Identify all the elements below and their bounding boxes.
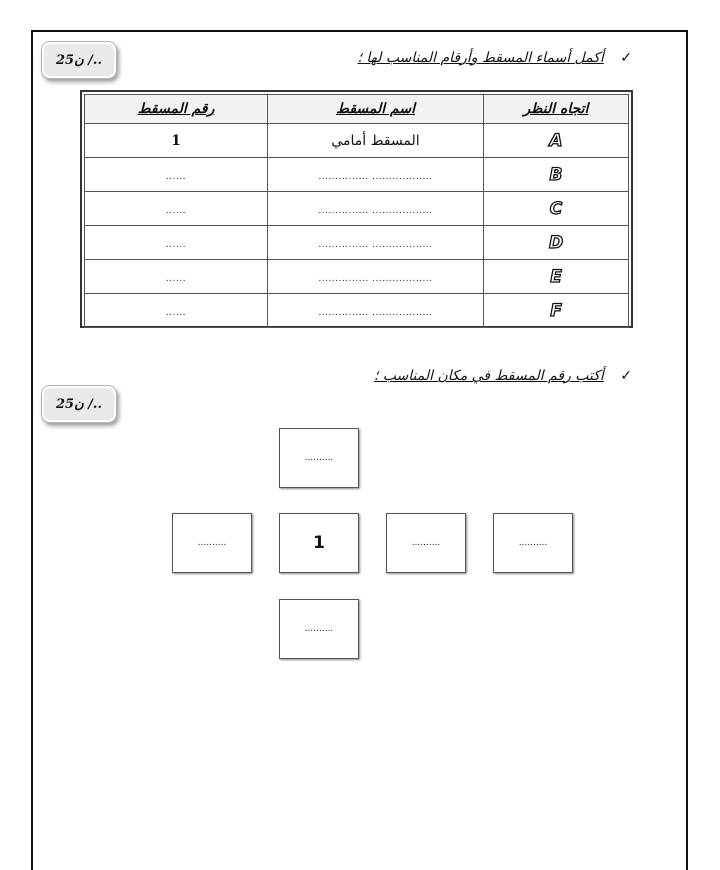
view-letter: F: [550, 300, 562, 321]
table-row: [85, 124, 629, 158]
projection-box-bottom[interactable]: ..........: [279, 599, 359, 659]
projection-number-cell: 1: [171, 132, 181, 149]
view-letter: B: [549, 164, 563, 185]
projection-table: [80, 90, 633, 328]
instruction-2: [374, 368, 632, 384]
table-row: [85, 260, 629, 294]
table-row: [85, 226, 629, 260]
instruction-1-text: أكمل أسماء المسقط وأرقام المناسب لها ؛: [357, 50, 604, 66]
table-header-row: [85, 95, 629, 124]
table-row: [85, 294, 629, 328]
header-view-direction: اتجاه النظر: [484, 95, 629, 124]
projection-name-blank[interactable]: .................. ...............: [318, 205, 433, 216]
view-letter: D: [548, 232, 564, 253]
score-badge-1: 25ن /..: [41, 41, 117, 79]
projection-number-blank[interactable]: ......: [165, 239, 187, 250]
projection-box-top[interactable]: ..........: [279, 428, 359, 488]
projection-name-cell: المسقط أمامي: [331, 132, 420, 149]
instruction-1: [358, 50, 633, 66]
table-row: [85, 158, 629, 192]
projection-name-blank[interactable]: .................. ...............: [318, 171, 433, 182]
projection-name-blank[interactable]: .................. ...............: [318, 307, 433, 318]
projection-number-blank[interactable]: ......: [165, 307, 187, 318]
projection-name-blank[interactable]: .................. ...............: [318, 239, 433, 250]
projection-box-right-1[interactable]: ..........: [386, 513, 466, 573]
header-projection-number: رقم المسقط: [85, 95, 268, 124]
view-letter: A: [549, 130, 563, 151]
projection-box-right-2[interactable]: ..........: [493, 513, 573, 573]
projection-name-blank[interactable]: .................. ...............: [318, 273, 433, 284]
projection-number-blank[interactable]: ......: [165, 171, 187, 182]
instruction-2-text: أكتب رقم المسقط في مكان المناسب ؛: [373, 368, 604, 384]
view-letter: C: [549, 198, 563, 219]
table-row: [85, 192, 629, 226]
projection-box-left[interactable]: ..........: [172, 513, 252, 573]
view-letter: E: [550, 266, 562, 287]
header-projection-name: اسم المسقط: [268, 95, 484, 124]
checkmark-icon: ✓: [620, 368, 632, 384]
score-badge-2: 25ن /..: [41, 385, 117, 423]
checkmark-icon: ✓: [620, 50, 632, 66]
projection-number-blank[interactable]: ......: [165, 205, 187, 216]
projection-box-center: 1: [279, 513, 359, 573]
projection-number-blank[interactable]: ......: [165, 273, 187, 284]
